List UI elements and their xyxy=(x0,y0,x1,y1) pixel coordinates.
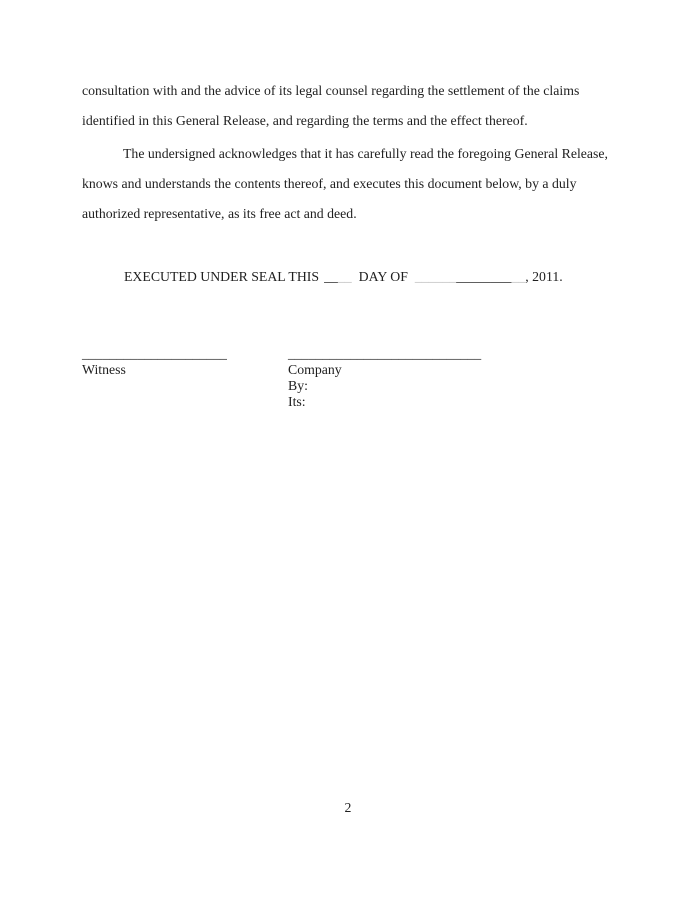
company-by-label: By: xyxy=(288,378,308,393)
company-label: Company xyxy=(288,362,342,377)
text-line: consultation with and the advice of its legal counsel regarding the settlement of the claims xyxy=(82,83,580,98)
month-blank-light-start: ______ xyxy=(414,269,457,284)
execution-clause xyxy=(124,262,563,292)
text-line: The undersigned acknowledges that it has carefully read the foregoing General Release, xyxy=(123,146,608,161)
page-number: 2 xyxy=(344,800,352,815)
execution-clause-year: , 2011. xyxy=(525,269,563,284)
text-line: authorized representative, as its free act and deed. xyxy=(82,206,357,221)
month-blank-dark: ________ xyxy=(456,269,512,284)
closing-paragraph xyxy=(82,76,579,136)
witness-label: Witness xyxy=(82,362,126,377)
execution-clause-prefix: EXECUTED UNDER SEAL THIS xyxy=(124,269,320,284)
witness-signature-line: _____________________ xyxy=(82,346,227,361)
execution-clause-connector: DAY OF xyxy=(358,269,408,284)
acknowledgment-paragraph xyxy=(82,139,608,229)
day-blank-dark: __ xyxy=(324,269,338,284)
witness-signature-block xyxy=(82,346,227,378)
day-blank-light: __ xyxy=(337,269,352,284)
text-line: knows and understands the contents thereof, and executes this document below, by a duly xyxy=(82,176,577,191)
company-its-label: Its: xyxy=(288,394,306,409)
text-line: identified in this General Release, and regarding the terms and the effect thereof. xyxy=(82,113,528,128)
company-signature-block xyxy=(288,346,481,410)
month-blank-light-end: __ xyxy=(511,269,526,284)
company-signature-line: ____________________________ xyxy=(288,346,482,361)
